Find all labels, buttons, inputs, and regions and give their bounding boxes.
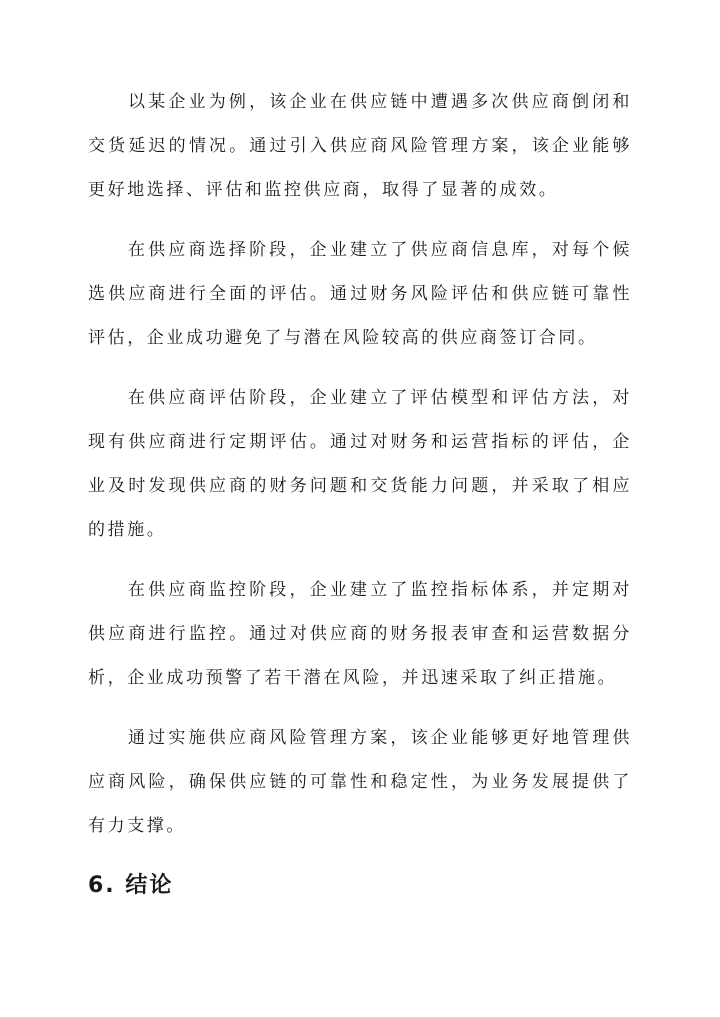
paragraph-case-intro: 以某企业为例，该企业在供应链中遭遇多次供应商倒闭和交货延迟的情况。通过引入供应商风险管理方案，该企业能够更好地选择、评估和监控供应商，取得了显著的成效。 bbox=[88, 92, 632, 200]
paragraph-selection-stage: 在供应商选择阶段，企业建立了供应商信息库，对每个候选供应商进行全面的评估。通过财务风险评估和供应链可靠性评估，企业成功避免了与潜在风险较高的供应商签订合同。 bbox=[88, 240, 632, 348]
paragraph-summary: 通过实施供应商风险管理方案，该企业能够更好地管理供应商风险，确保供应链的可靠性和稳定性，为业务发展提供了有力支撑。 bbox=[88, 728, 632, 836]
section-heading-conclusion: 6. 结论 bbox=[88, 873, 174, 898]
paragraph-evaluation-stage: 在供应商评估阶段，企业建立了评估模型和评估方法，对现有供应商进行定期评估。通过对财务和运营指标的评估，企业及时发现供应商的财务问题和交货能力问题，并采取了相应的措施。 bbox=[88, 388, 632, 540]
paragraph-monitoring-stage: 在供应商监控阶段，企业建立了监控指标体系，并定期对供应商进行监控。通过对供应商的财务报表审查和运营数据分析，企业成功预警了若干潜在风险，并迅速采取了纠正措施。 bbox=[88, 580, 632, 688]
document-page bbox=[88, 80, 632, 899]
